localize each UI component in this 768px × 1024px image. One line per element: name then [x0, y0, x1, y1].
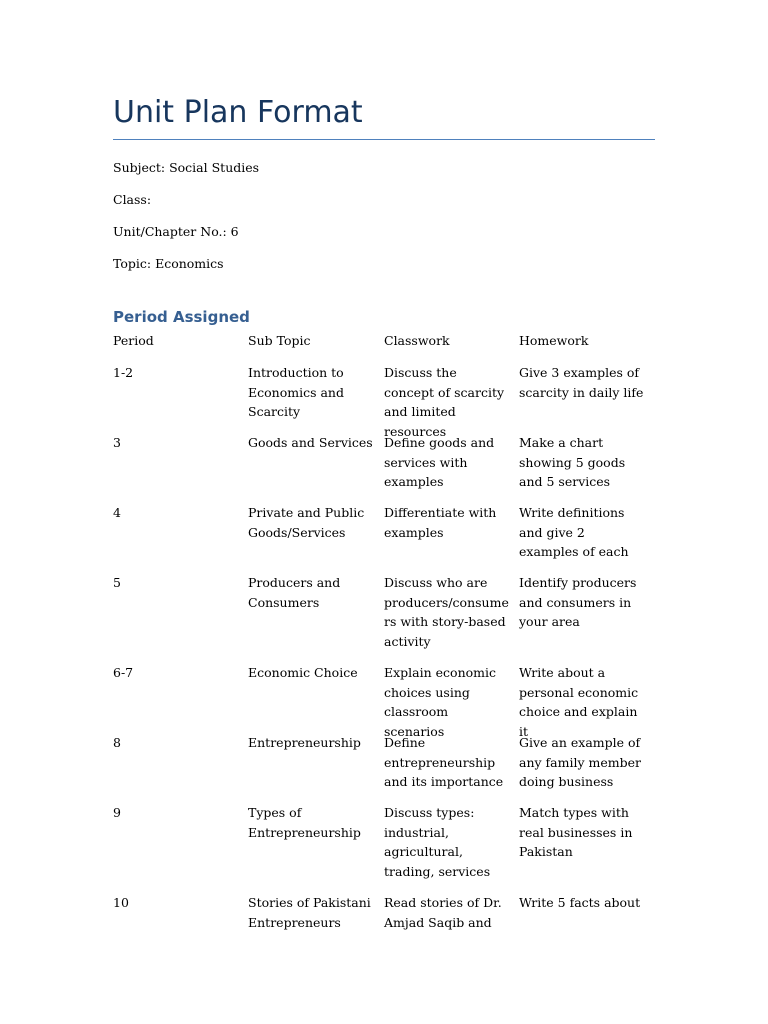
homework-cell: Identify producers and consumers in your area: [519, 575, 637, 629]
period-cell: 9: [113, 805, 121, 820]
table-row: [113, 803, 673, 893]
homework-cell: Match types with real businesses in Pakistan: [519, 805, 633, 859]
classwork-cell: Differentiate with examples: [384, 505, 497, 540]
header-homework: Homework: [519, 333, 589, 348]
homework-cell: Write about a personal economic choice and explain it: [519, 665, 639, 739]
period-cell: 10: [113, 895, 129, 910]
sub-topic-cell: Economic Choice: [248, 665, 358, 680]
classwork-cell: Discuss types: industrial, agricultural, trading, services: [384, 805, 491, 879]
period-cell: 6-7: [113, 665, 134, 680]
period-cell: 8: [113, 735, 121, 750]
topic-line: Topic: Economics: [113, 256, 224, 271]
table-row: [113, 733, 673, 803]
title-underline: [113, 139, 655, 140]
classwork-cell: Define entrepreneurship and its importance: [384, 735, 504, 789]
period-cell: 3: [113, 435, 121, 450]
sub-topic-cell: Types of Entrepreneurship: [248, 805, 361, 840]
sub-topic-cell: Private and Public Goods/Services: [248, 505, 365, 540]
sub-topic-cell: Introduction to Economics and Scarcity: [248, 365, 344, 419]
header-sub-topic: Sub Topic: [248, 333, 311, 348]
section-heading: Period Assigned: [113, 308, 250, 326]
table-header-row: [113, 331, 673, 363]
header-classwork: Classwork: [384, 333, 450, 348]
subject-line: Subject: Social Studies: [113, 160, 260, 175]
classwork-cell: Discuss who are producers/consumers with story-based activity: [384, 575, 509, 649]
classwork-cell: Discuss the concept of scarcity and limited resources: [384, 365, 505, 439]
unit-plan-table: [113, 331, 673, 943]
sub-topic-cell: Goods and Services: [248, 435, 373, 450]
table-row: [113, 503, 673, 573]
sub-topic-cell: Entrepreneurship: [248, 735, 361, 750]
table-row: [113, 893, 673, 943]
unit-chapter-line: Unit/Chapter No.: 6: [113, 224, 239, 239]
sub-topic-cell: Stories of Pakistani Entrepreneurs: [248, 895, 371, 930]
table-row: [113, 433, 673, 503]
classwork-cell: Define goods and services with examples: [384, 435, 495, 489]
homework-cell: Give 3 examples of scarcity in daily life: [519, 365, 644, 400]
table-row: [113, 363, 673, 439]
homework-cell: Write 5 facts about: [519, 895, 641, 910]
header-period: Period: [113, 333, 154, 348]
table-row: [113, 573, 673, 663]
document-title: Unit Plan Format: [113, 95, 363, 130]
period-cell: 5: [113, 575, 121, 590]
period-cell: 4: [113, 505, 121, 520]
period-cell: 1-2: [113, 365, 134, 380]
homework-cell: Make a chart showing 5 goods and 5 services: [519, 435, 626, 489]
sub-topic-cell: Producers and Consumers: [248, 575, 341, 610]
homework-cell: Write definitions and give 2 examples of each: [519, 505, 629, 559]
classwork-cell: Explain economic choices using classroom scenarios: [384, 665, 496, 739]
class-line: Class:: [113, 192, 152, 207]
homework-cell: Give an example of any family member doing business: [519, 735, 641, 789]
table-row: [113, 663, 673, 739]
classwork-cell: Read stories of Dr. Amjad Saqib and: [384, 895, 502, 930]
